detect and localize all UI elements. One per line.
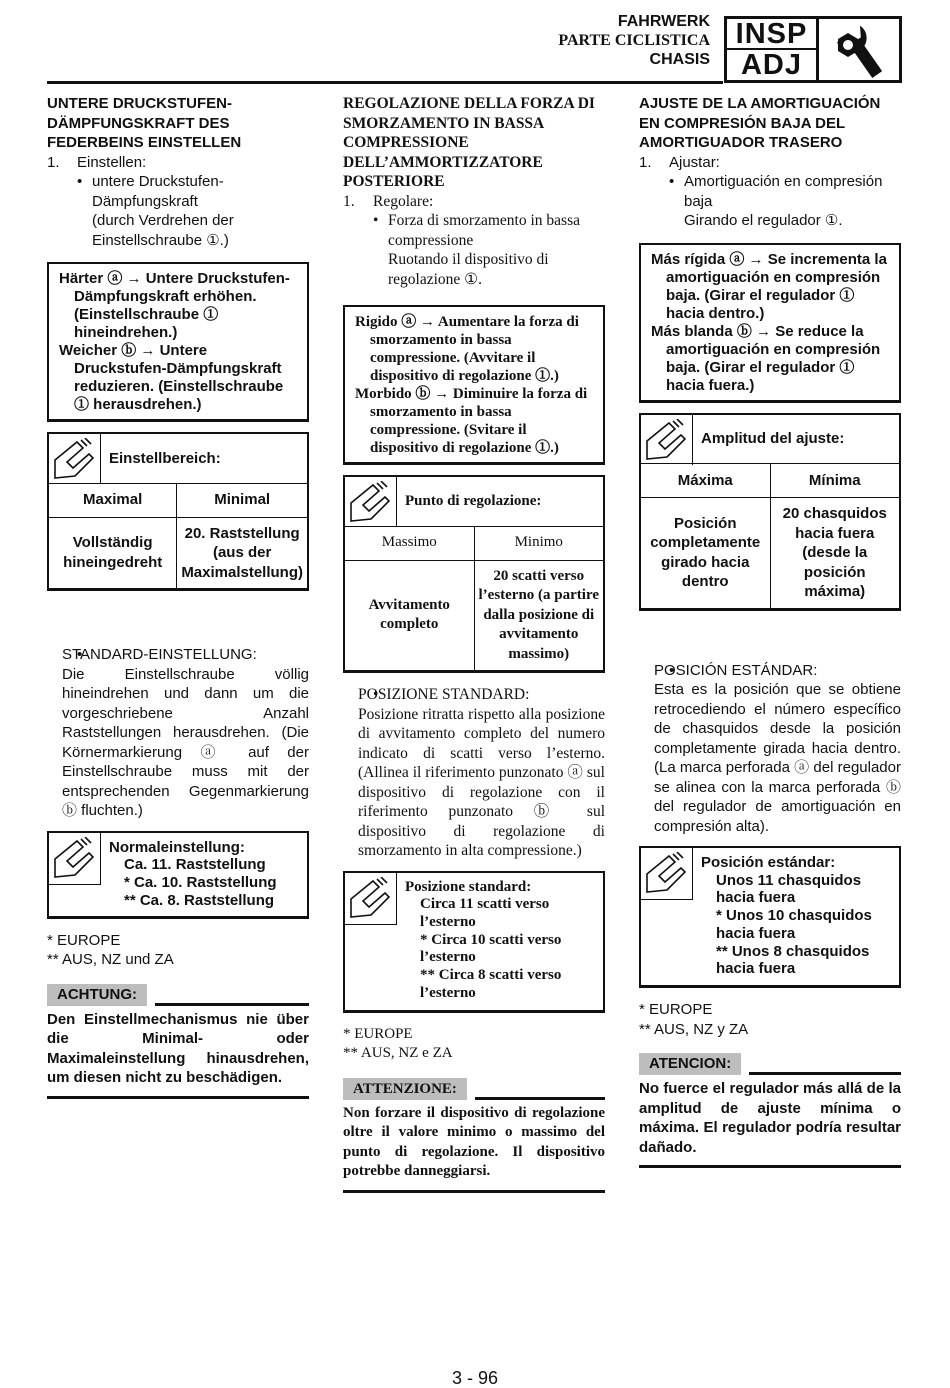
caution-header bbox=[343, 1076, 605, 1100]
note-harder: Más rígida ⓐ → Se incrementa la amortiguación en compresión baja. (Girar el regulador ① hacia dentro.) bbox=[651, 250, 887, 322]
standard-setting-box bbox=[47, 831, 309, 919]
caliper-icon bbox=[641, 415, 693, 465]
table-title: Punto di regolazione: bbox=[405, 492, 542, 509]
std-title: Posición estándar: bbox=[701, 854, 836, 871]
adjustment-note-box bbox=[47, 262, 309, 422]
std-value-aus: ** Ca. 8. Raststellung bbox=[124, 891, 275, 909]
page-header bbox=[0, 0, 950, 90]
wrench-gear-icon bbox=[822, 19, 899, 80]
bullet-subtext: Ruotando il dispositivo di regolazione ①. bbox=[388, 251, 549, 288]
step-1 bbox=[639, 153, 901, 173]
caution-text: Den Einstellmechanismus nie über die Minimal- oder Maximaleinstellung hinausdrehen, um diesen nicht zu beschädigen. bbox=[47, 1006, 309, 1099]
table-header bbox=[48, 433, 308, 483]
section-heading: AJUSTE DE LA AMORTIGUACIÓN EN COMPRESIÓN BAJA DEL AMORTIGUADOR TRASERO bbox=[639, 95, 881, 151]
standard-setting-box bbox=[639, 846, 901, 988]
step-number: 1. bbox=[47, 153, 60, 171]
value-min: 20 scatti verso l’esterno (a partire dalla posizione di avvitamento massimo) bbox=[474, 560, 604, 672]
standard-setting-box bbox=[343, 871, 605, 1013]
std-value: Ca. 11. Raststellung bbox=[124, 856, 266, 874]
caution-text: No fuerce el regulador más allá de la amplitud de ajuste mínima o máxima. El regulador podría resultar dañado. bbox=[639, 1075, 901, 1168]
note-softer: Weicher ⓑ → Untere Druckstufen-Dämpfungskraft reduzieren. (Einstellschraube ① herausdrehen.) bbox=[59, 342, 284, 413]
section-heading: UNTERE DRUCKSTUFEN-DÄMPFUNGSKRAFT DES FEDERBEINS EINSTELLEN bbox=[47, 95, 242, 151]
standard-setting-text: Die Einstellschraube völlig hineindrehen und dann um die vorgeschriebene Anzahl Raststellungen herausdrehen. (Die Körnermarkierung ⓐ auf der Einstellschraube muss mit der entsprechenden Gegenmarkierung ⓑ fluchten.) bbox=[62, 665, 309, 819]
adjustment-range-table bbox=[343, 475, 605, 673]
adjustment-range-table bbox=[47, 432, 309, 591]
table-title: Amplitud del ajuste: bbox=[701, 430, 845, 447]
value-max: Posición completamente girado hacia dentro bbox=[640, 498, 770, 610]
caliper-icon bbox=[345, 873, 397, 925]
adjustment-range-table bbox=[639, 413, 901, 611]
col-max-header: Massimo bbox=[344, 526, 474, 560]
std-value-europe: * Circa 10 scatti verso l’esterno bbox=[420, 931, 562, 966]
badge-text bbox=[727, 19, 819, 80]
standard-setting-label: POSIZIONE STANDARD: bbox=[358, 686, 530, 703]
std-value: Circa 11 scatti verso l’esterno bbox=[420, 896, 550, 930]
standard-setting-bullet bbox=[47, 645, 309, 665]
col-min-header: Minimo bbox=[474, 526, 604, 560]
step-number: 1. bbox=[639, 153, 652, 171]
col-min-header: Minimal bbox=[177, 483, 308, 517]
value-max: Avvitamento completo bbox=[344, 560, 474, 672]
bullet-item: • Forza di smorzamento in bassa compressione bbox=[343, 211, 605, 250]
footnote-aus: ** AUS, NZ und ZA bbox=[47, 951, 174, 968]
step-label: Ajustar: bbox=[669, 153, 720, 171]
step-1 bbox=[47, 153, 309, 173]
value-min: 20. Raststellung (aus der Maximalstellung) bbox=[177, 517, 308, 590]
adjustment-note-box bbox=[343, 305, 605, 465]
caliper-icon bbox=[49, 434, 101, 484]
note-softer: Morbido ⓑ → Diminuire la forza di smorzamento in bassa compressione. (Svitare il dispositivo di regolazione ①.) bbox=[355, 386, 588, 456]
value-max: Vollständig hineingedreht bbox=[48, 517, 177, 590]
step-1 bbox=[343, 192, 605, 212]
caliper-icon bbox=[49, 833, 101, 885]
standard-setting-text: Esta es la posición que se obtiene retrocediendo el número específico de chasquidos desde la posición completamente girada hacia dentro. (La marca perforada ⓐ del regulador se alinea con la marca perforada ⓑ del regulador de amortiguación en compresión alta). bbox=[654, 681, 901, 835]
standard-setting-bullet bbox=[639, 661, 901, 681]
header-rule bbox=[47, 81, 723, 84]
badge-insp: INSP bbox=[727, 19, 816, 50]
step-label: Regolare: bbox=[373, 192, 434, 210]
table-header bbox=[640, 414, 900, 464]
caution-header bbox=[47, 982, 309, 1006]
std-value-aus: ** Unos 8 chasquidos hacia fuera bbox=[716, 942, 870, 978]
step-number: 1. bbox=[343, 192, 355, 210]
page-number: 3 - 96 bbox=[451, 1368, 499, 1388]
col-max-header: Máxima bbox=[640, 464, 770, 498]
table-header bbox=[344, 476, 604, 526]
standard-setting-label: STANDARD-EINSTELLUNG: bbox=[62, 646, 257, 663]
bullet-item: • Amortiguación en compresión baja bbox=[639, 172, 901, 211]
caution-label: ACHTUNG: bbox=[47, 984, 147, 1006]
bullet-subtext: (durch Verdrehen der Einstellschraube ①.) bbox=[92, 212, 234, 249]
adjustment-note-box bbox=[639, 243, 901, 403]
caution-text: Non forzare il dispositivo di regolazione oltre il valore minimo o massimo del punto di regolazione. Il dispositivo potrebbe danneggiarsi. bbox=[343, 1100, 605, 1193]
caution-label: ATENCION: bbox=[639, 1053, 741, 1075]
insp-adj-badge bbox=[724, 16, 902, 83]
section-titles bbox=[558, 12, 710, 69]
footnote-aus: ** AUS, NZ e ZA bbox=[343, 1045, 453, 1061]
caliper-icon bbox=[345, 477, 397, 527]
std-value: Unos 11 chasquidos hacia fuera bbox=[716, 871, 862, 907]
section-title-de: FAHRWERK bbox=[617, 13, 710, 30]
step-label: Einstellen: bbox=[77, 153, 147, 171]
note-harder: Härter ⓐ → Untere Druckstufen-Dämpfungskraft erhöhen. (Einstellschraube ① hineindrehen.) bbox=[59, 270, 290, 341]
badge-adj: ADJ bbox=[740, 49, 802, 81]
bullet-item: • untere Druckstufen-Dämpfungskraft bbox=[47, 172, 309, 211]
column-german bbox=[47, 94, 309, 1099]
section-title-it: PARTE CICLISTICA bbox=[558, 32, 710, 49]
footnote-aus: ** AUS, NZ y ZA bbox=[639, 1020, 749, 1038]
std-value-europe: * Unos 10 chasquidos hacia fuera bbox=[716, 907, 872, 942]
standard-setting-label: POSICIÓN ESTÁNDAR: bbox=[654, 661, 818, 679]
std-title: Normaleinstellung: bbox=[109, 838, 245, 856]
standard-setting-text: Posizione ritratta rispetto alla posizione di avvitamento completo del numero indicato di scatti verso l’esterno. (Allinea il riferimento punzonato ⓐ sul dispositivo di regolazione con il riferimento punzonato ⓑ sul dispositivo di regolazione di smorzamento in alta compressione.) bbox=[358, 705, 605, 859]
std-value-aus: ** Circa 8 scatti verso l’esterno bbox=[420, 967, 562, 1001]
std-title: Posizione standard: bbox=[405, 878, 532, 895]
footnote-europe: * EUROPE bbox=[47, 931, 121, 949]
bullet-subtext: Girando el regulador ①. bbox=[684, 212, 843, 229]
caution-rule bbox=[749, 1072, 901, 1075]
caution-rule bbox=[475, 1097, 605, 1100]
footnote-europe: * EUROPE bbox=[343, 1025, 413, 1042]
note-softer: Más blanda ⓑ → Se reduce la amortiguación en compresión baja. (Girar el regulador ① hacia fuera.) bbox=[651, 322, 881, 394]
caution-rule bbox=[155, 1003, 309, 1006]
note-harder: Rigido ⓐ → Aumentare la forza di smorzamento in bassa compressione. (Avvitare il dispositivo di regolazione ①.) bbox=[355, 314, 579, 384]
column-spanish bbox=[639, 94, 901, 1168]
value-min: 20 chasquidos hacia fuera (desde la posición máxima) bbox=[770, 498, 900, 610]
footnote-europe: * EUROPE bbox=[639, 1001, 713, 1018]
caliper-icon bbox=[641, 848, 693, 900]
col-max-header: Maximal bbox=[48, 483, 177, 517]
standard-setting-bullet bbox=[343, 685, 605, 705]
col-min-header: Mínima bbox=[770, 464, 900, 498]
table-title: Einstellbereich: bbox=[109, 449, 221, 467]
section-title-es: CHASIS bbox=[649, 51, 710, 68]
caution-header bbox=[639, 1051, 901, 1075]
section-heading: REGOLAZIONE DELLA FORZA DI SMORZAMENTO IN BASSA COMPRESSIONE DELL’AMMORTIZZATORE POSTERIORE bbox=[343, 95, 595, 190]
std-value-europe: * Ca. 10. Raststellung bbox=[124, 873, 277, 891]
caution-label: ATTENZIONE: bbox=[343, 1078, 467, 1100]
column-italian bbox=[343, 94, 605, 1193]
